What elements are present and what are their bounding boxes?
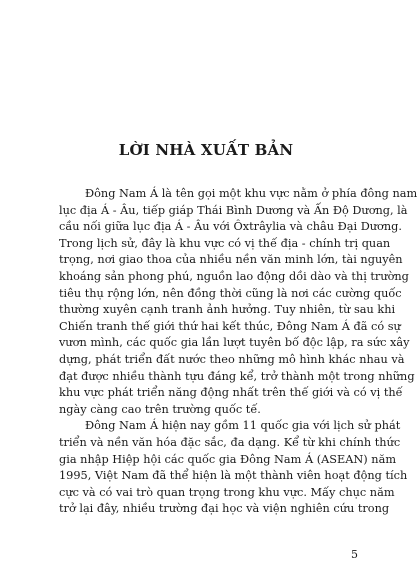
text-line: lục địa Á - Âu, tiếp giáp Thái Bình Dương và Ấn Độ Dương, là [59, 203, 408, 217]
text-line: khoáng sản phong phú, nguồn lao động dồi dào và thị trường [59, 269, 409, 283]
text-line: Chiến tranh thế giới thứ hai kết thúc, Đông Nam Á đã có sự [59, 319, 401, 333]
text-line: triển và nền văn hóa đặc sắc, đa dạng. Kể từ khi chính thức [59, 435, 401, 449]
text-line: tiêu thụ rộng lớn, nên đồng thời cũng là nơi các cường quốc [59, 286, 402, 300]
text-line: gia nhập Hiệp hội các quốc gia Đông Nam Á (ASEAN) năm [59, 452, 397, 466]
page-number: 5 [351, 548, 358, 561]
text-line: thường xuyên cạnh tranh ảnh hưởng. Tuy nhiên, từ sau khi [59, 303, 396, 317]
text-line: ngày càng cao trên trường quốc tế. [59, 402, 261, 416]
text-line: Trong lịch sử, đây là khu vực có vị thế địa - chính trị quan [59, 236, 391, 250]
text-line: Đông Nam Á là tên gọi một khu vực nằm ở phía đông nam [85, 187, 417, 200]
text-line: đạt được nhiều thành tựu đáng kể, trở thành một trong những [59, 369, 415, 383]
text-line: 1995, Việt Nam đã thể hiện là một thành viên hoạt động tích [59, 469, 408, 483]
text-line: vươn mình, các quốc gia lần lượt tuyên bố độc lập, ra sức xây [59, 336, 410, 350]
text-line: trọng, nơi giao thoa của nhiều nền văn minh lớn, tài nguyên [59, 253, 403, 267]
text-line: khu vực phát triển năng động nhất trên thế giới và có vị thế [59, 386, 403, 400]
text-line: Đông Nam Á hiện nay gồm 11 quốc gia với lịch sử phát [85, 419, 401, 433]
text-line: cực và có vai trò quan trọng trong khu vực. Mấy chục năm [59, 485, 395, 499]
body-text [59, 186, 417, 518]
text-line: cầu nối giữa lục địa Á - Âu với Ôxtrâylia và châu Đại Dương. [59, 220, 402, 234]
text-line: trở lại đây, nhiều trường đại học và viện nghiên cứu trong [59, 502, 390, 516]
text-line: dựng, phát triển đất nước theo những mô hình khác nhau và [59, 352, 405, 366]
page-title: LỜI NHÀ XUẤT BẢN [118, 141, 294, 159]
